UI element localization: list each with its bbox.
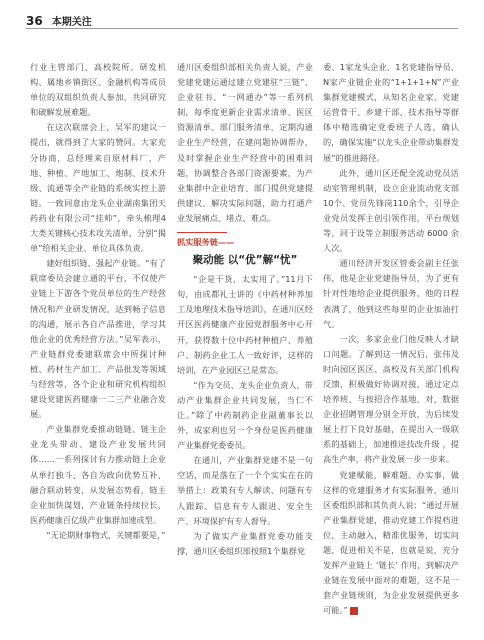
paragraph: 在这次联席会上，吴军的建议一提出，就得到了大家的赞同。大家充分协商，总经理来自原材料厂、产地、种植、产地加工、炮制、技术升级、流通等全产业链的系统实控上游链。一致同意由龙头企业湖南集团天药药业有限公司“挂帅”，牵头梳理4大类关键核心技术攻关清单，分别“揭单”给相关企业、单位具体负责。 bbox=[30, 122, 166, 254]
section-title: 本期关注 bbox=[51, 17, 92, 28]
paragraph: 此外，通川区还配全流动党员活动室管理机制，设立企业流动党支部10个、党员先锋岗110余个，引导企业党员发挥主创引领作用，平台规划等，同于设等立制服务活动 6000 余人次。 bbox=[323, 167, 459, 254]
paragraph: 在通川，产业集群党建不是一句空话，而是落在了一个个实实在在的举措上：政策有专人解读、问题有专人跟踪、信息有专人跟进、安全生产、环境保护有专人督导。 bbox=[177, 455, 313, 526]
subsection-tag: 抓实服务链—— bbox=[177, 237, 235, 248]
page-header bbox=[26, 10, 458, 28]
header-divider bbox=[26, 28, 458, 29]
paragraph: 通川区委组织部相关负责人说，产业党建党建运通过建立党建驻“三链”、企业驻书、“一网通办”等一系列机制，每季度更新企业需求清单、医区资源清单、部门服务清单，定期沟通企业生产经营，在建问题协调帮办，及时掌握企业生产经营中的困难问题，协调整合各部门资源要素，为产业集群中企业培育、部门提供党建提供建议、解决实际问题，助力打通产业发展痛点、堵点、难点。 bbox=[177, 62, 313, 223]
paragraph: 为了做实产业集群党委功能支撑，通川区委组织部按照1个集群党 bbox=[177, 530, 313, 556]
paragraph: 通川经济开发区管委会副主任张伟，他是企业党建指导员，为了更有针对性地给企业提供服务，他的日程表满了，他到这些每里的企业加油打气。 bbox=[323, 258, 459, 329]
paragraph bbox=[323, 468, 459, 619]
paragraph: “无论期财事物式，关键都要是，” bbox=[46, 529, 166, 540]
paragraph: “企是干货，太实用了。”11月下旬，由成都礼士讲的《中药材种养加工及地理技术指导培训》，在通川区经开区医药健康产业园党群服务中心开开，获得数十位中药材种植户、养殖户、制药企业工人一致好评，这样的培训，在产业园区已是常态。 bbox=[177, 274, 313, 375]
paragraph: 委、1家龙头企业、1名党建指导员、N家产业链企业的“1+1+1+N”产业集群党建模式，从知名企业家、党建运营骨干、乡建干部、技术指导等群体中精选确定党委班子人选，确认的，确保实施“以龙头企业带动集群发展”的推进路径。 bbox=[323, 62, 459, 163]
paragraph: 一次，多家企业门他反映人才缺口问题。了解到这一情况后，张伟及时向园区医区、高校及有关部门机构反馈，积极做好协调对接，通过定点培养班、与按招合作基地，对，数据企业招聘管理分别全开放，为后续发展上打下良好基础，在提出入一级联系的基础上，加速推进技改升级 ，提高生产率，将产业发展一步一步来。 bbox=[323, 333, 459, 465]
paragraph: “作为交员、龙头企业负责人，带动产业集群企业共同发展，当仁不让。”除了中药制药企业副董事长以外，成家利也另一个身份是医药健康产业集群党委委员。 bbox=[177, 379, 313, 451]
paragraph: 行业主管部门、高校院所、研发机构、属地乡镇街区、金融机构等成员单位的双组织负责人参加，共同研究和破解发展难题。 bbox=[30, 62, 166, 118]
article-column-2 bbox=[177, 60, 313, 630]
paragraph-text: 党建赋能，解难题、办实事，做这样的党建服务才有实际服务，通川区委组织部和其负责人说：“通过开展产业集群党建，推动党建工作提档进位，主动融入，精准优服务，切实问题，促进相关不是，也就是说，充分发挥产业链上 ‘链长’ 作用，到解决产业链在发展中面对的难题，这不是一套产业链规则，为企业发展提供更多可能。” bbox=[323, 469, 459, 616]
article-column-3 bbox=[323, 60, 459, 630]
paragraph: 产业集群党委推动链链、链主企业龙头带动、建设产业发展共同体……一系列探讨有力推动链上企业从单打独斗、各自为政向优势互补、融合联动转变，从发展态势看，链主企业加快谋划，产业链条持续拉长，医药健康百亿级产业集群加速成型。 bbox=[30, 424, 166, 525]
subsection-divider bbox=[177, 232, 227, 233]
subsection-heading: 聚动能 以“优”解“忧” bbox=[192, 254, 298, 267]
article-end-mark-icon: ■ bbox=[350, 607, 358, 615]
page-number: 36 bbox=[26, 14, 43, 28]
article-column-1 bbox=[30, 60, 166, 630]
paragraph: 建好组织链、强起产业链。“有了联席委员会建立通的平台，不仅使产业链上下游各个党员单位的生产经营情况和产业研发情况，达到畅子信息的沟通，展示各自产品推进，学习其他企业的优秀经营方法。”吴军表示，产业链群党委建联席会中所探讨种植、药材生产加工、产品批发等领域与经营等，各个企业和研究机构组织建设党建医药健康一二三产业融合发展。 bbox=[30, 258, 166, 420]
